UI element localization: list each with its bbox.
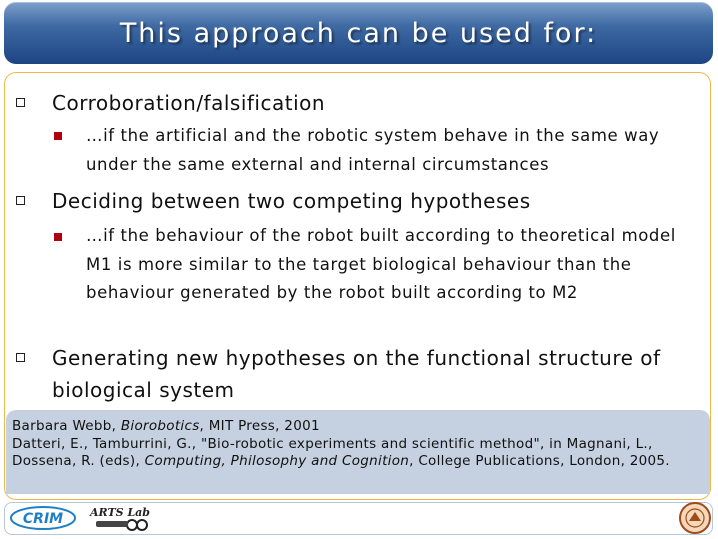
sub-bullet-corroboration: …if the artificial and the robotic system behave in the same way under the same external and internal circumstances xyxy=(86,126,660,174)
references-box xyxy=(6,410,710,494)
bullet-deciding: Deciding between two competing hypotheses xyxy=(52,189,531,213)
crim-logo-icon xyxy=(8,504,78,532)
university-seal-icon xyxy=(678,501,712,535)
svg-text:CRIM: CRIM xyxy=(22,511,64,527)
square-sub-bullet-icon xyxy=(54,233,62,241)
reference-webb: Barbara Webb, Biorobotics, MIT Press, 2001 xyxy=(12,418,320,434)
bullet-generating: Generating new hypotheses on the functional structure of biological system xyxy=(52,346,661,402)
square-bullet-icon xyxy=(16,196,25,205)
svg-text:ARTS Lab: ARTS Lab xyxy=(90,506,150,519)
slide-footer xyxy=(0,498,718,539)
slide-title: This approach can be used for: xyxy=(119,17,598,49)
reference-datteri: Datteri, E., Tamburrini, G., "Bio-robotic experiments and scientific method", in Magnani, L., Dossena, R. (eds), Computing, Philosophy and Cognition, College Publications, London, 2005. xyxy=(12,435,670,469)
sub-bullet-deciding: …if the behaviour of the robot built according to theoretical model M1 is more similar to the target biological behaviour than the behaviour generated by the robot built according to M2 xyxy=(86,226,676,302)
arts-lab-logo-icon xyxy=(86,503,152,533)
square-sub-bullet-icon xyxy=(54,132,62,140)
slide-title-bar xyxy=(4,2,713,64)
square-bullet-icon xyxy=(16,353,25,362)
bullet-corroboration: Corroboration/falsification xyxy=(52,91,326,115)
square-bullet-icon xyxy=(16,98,25,107)
